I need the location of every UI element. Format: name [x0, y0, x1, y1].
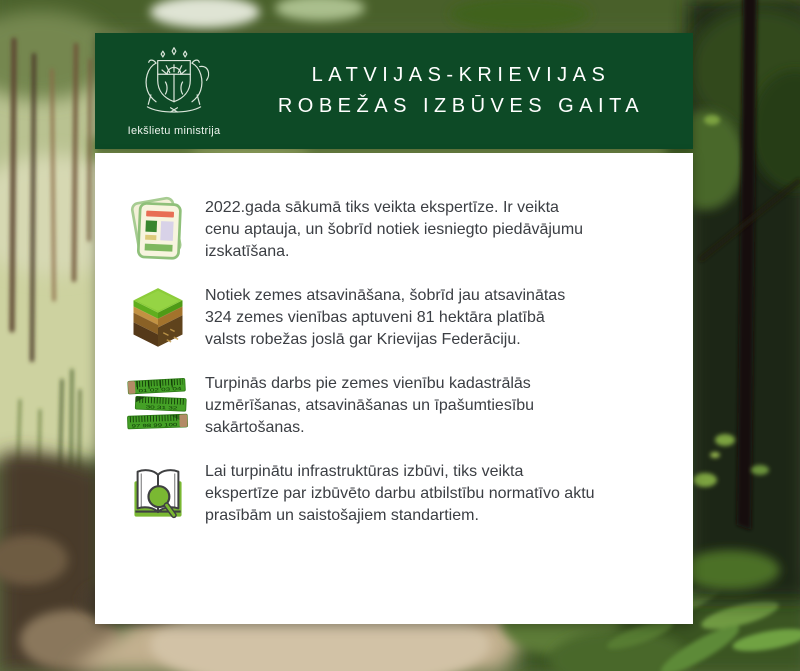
milestone-item-expertise — [125, 194, 663, 264]
milestone-item-infrastructure-expertise — [125, 458, 663, 528]
milestone-text: Lai turpinātu infrastruktūras izbūvi, tiks veikta ekspertīze par izbūvēto darbu atbilstību normatīvo aktu prasībām un saistošajiem standartiem. — [205, 463, 595, 524]
svg-text:30 31 32: 30 31 32 — [145, 404, 164, 411]
infographic-column — [95, 33, 693, 624]
svg-text:97 98 99 100: 97 98 99 100 — [131, 422, 158, 429]
measuring-tape-icon — [125, 370, 191, 440]
milestone-text: Turpinās darbs pie zemes vienību kadastrālās uzmērīšanas, atsavināšanas un īpašumtiesību sakārtošanas. — [205, 375, 535, 436]
header-banner — [95, 33, 693, 149]
svg-text:01 02 03 04: 01 02 03 04 — [138, 386, 163, 394]
page-title — [243, 60, 679, 122]
content-card — [95, 153, 693, 624]
book-magnifier-icon — [125, 458, 191, 528]
milestone-item-cadastral-survey — [125, 370, 663, 440]
page-title-line-1: LATVIJAS-KRIEVIJAS — [311, 64, 611, 86]
newspaper-icon — [125, 194, 191, 264]
page-title-line-2: ROBEŽAS IZBŪVES GAITA — [277, 95, 645, 117]
latvia-coat-of-arms-icon — [126, 46, 222, 123]
ministry-name: Iekšlietu ministrija — [127, 124, 221, 137]
milestone-text: Notiek zemes atsavināšana, šobrīd jau atsavinātas 324 zemes vienības aptuveni 81 hektāra platībā valsts robežas joslā gar Krievijas Federāciju. — [205, 287, 566, 348]
milestone-text: 2022.gada sākumā tiks veikta ekspertīze. Ir veikta cenu aptauja, un šobrīd notiek iesniegto piedāvājumu izskatīšana. — [205, 199, 584, 260]
soil-layers-icon — [125, 282, 191, 352]
milestone-item-land-acquisition — [125, 282, 663, 352]
ministry-logo — [105, 46, 243, 137]
